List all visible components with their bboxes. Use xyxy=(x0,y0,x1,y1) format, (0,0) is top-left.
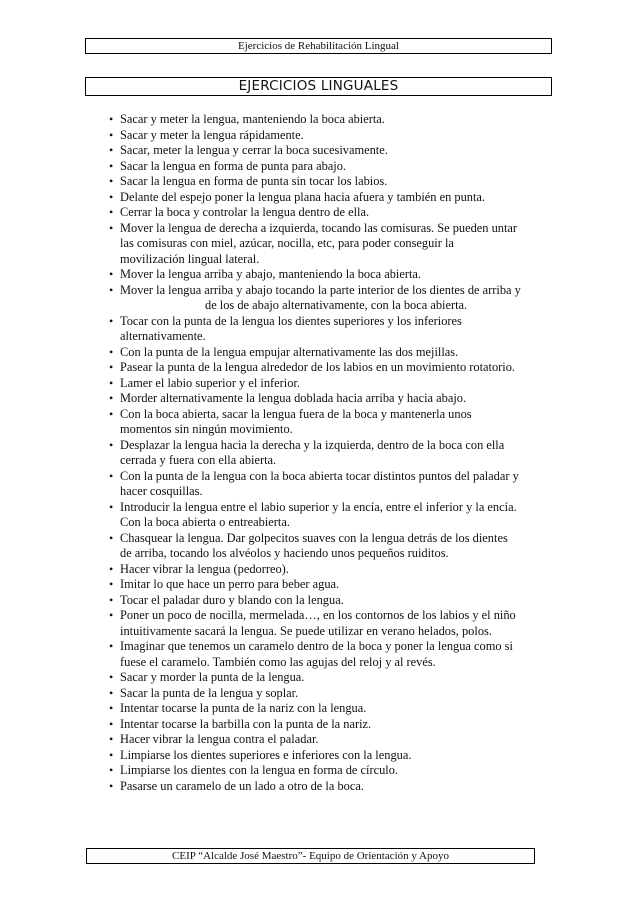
bullet-icon: • xyxy=(109,763,114,777)
bullet-icon: • xyxy=(109,406,114,421)
list-item-line: Imitar lo que hace un perro para beber agua. xyxy=(120,577,340,591)
list-item-line: Sacar y meter la lengua rápidamente. xyxy=(120,127,304,142)
bullet-icon: • xyxy=(109,391,114,405)
list-item-line: momentos sin ningún movimiento. xyxy=(120,422,293,436)
list-item xyxy=(0,469,552,500)
list-item-line: Sacar y morder la punta de la lengua. xyxy=(120,670,305,684)
bullet-icon: • xyxy=(109,468,114,483)
bullet-icon: • xyxy=(109,220,114,235)
document-header xyxy=(85,38,552,54)
list-item-line: alternativamente. xyxy=(120,329,206,343)
bullet-icon: • xyxy=(109,577,114,591)
list-item-line: Sacar y meter la lengua, manteniendo la boca abierta. xyxy=(120,112,385,126)
list-item-line: Delante del espejo poner la lengua plana hacia afuera y también en punta. xyxy=(120,189,486,204)
list-item xyxy=(0,283,552,314)
list-item xyxy=(0,267,552,283)
bullet-icon: • xyxy=(109,282,114,297)
bullet-icon: • xyxy=(109,437,114,452)
list-item-line: Morder alternativamente la lengua doblada hacia arriba y hacia abajo. xyxy=(120,391,467,405)
list-item-line: Con la punta de la lengua empujar alternativamente las dos mejillas. xyxy=(120,344,459,359)
list-item xyxy=(0,438,552,469)
bullet-icon: • xyxy=(109,639,114,653)
list-item xyxy=(0,205,552,221)
list-item xyxy=(0,190,552,206)
bullet-icon: • xyxy=(109,592,114,607)
list-item xyxy=(0,717,552,733)
footer-text: CEIP “Alcalde José Maestro”- Equipo de Orientación y Apoyo xyxy=(172,850,449,862)
list-item-line: Introducir la lengua entre el labio superior y la encía, entre el inferior y la encía. xyxy=(120,499,517,514)
list-item-line: Sacar la lengua en forma de punta para abajo. xyxy=(120,158,347,173)
list-item-line: Tocar el paladar duro y blando con la lengua. xyxy=(120,592,344,607)
list-item-line: Hacer vibrar la lengua contra el paladar. xyxy=(120,732,319,746)
list-item xyxy=(0,143,552,159)
list-item-line: Cerrar la boca y controlar la lengua dentro de ella. xyxy=(120,205,370,219)
list-item-line: intuitivamente sacará la lengua. Se puede utilizar en verano helados, polos. xyxy=(120,623,492,638)
list-item-line: Intentar tocarse la barbilla con la punta de la nariz. xyxy=(120,716,372,731)
bullet-icon: • xyxy=(109,747,114,762)
bullet-icon: • xyxy=(109,143,114,157)
list-item xyxy=(0,701,552,717)
list-item xyxy=(0,128,552,144)
list-item xyxy=(0,748,552,764)
list-item-line: Chasquear la lengua. Dar golpecitos suaves con la lengua detrás de los dientes xyxy=(120,530,508,545)
bullet-icon: • xyxy=(109,344,114,359)
bullet-icon: • xyxy=(109,360,114,374)
list-item xyxy=(0,577,552,593)
bullet-icon: • xyxy=(109,158,114,173)
list-item xyxy=(0,360,552,376)
list-item-line: Desplazar la lengua hacia la derecha y la izquierda, dentro de la boca con ella xyxy=(120,437,505,452)
bullet-icon: • xyxy=(109,716,114,731)
bullet-icon: • xyxy=(109,313,114,328)
list-item xyxy=(0,779,552,795)
list-item-line: Limpiarse los dientes con la lengua en forma de círculo. xyxy=(120,763,399,777)
document-footer xyxy=(86,848,535,864)
list-item xyxy=(0,407,552,438)
list-item-line: Hacer vibrar la lengua (pedorreo). xyxy=(120,561,289,576)
list-item-line: Con la boca abierta o entreabierta. xyxy=(120,515,290,529)
list-item xyxy=(0,639,552,670)
list-item-line: Imaginar que tenemos un caramelo dentro de la boca y poner la lengua como si xyxy=(120,639,513,653)
list-item xyxy=(0,670,552,686)
bullet-icon: • xyxy=(109,205,114,219)
list-item-line: cerrada y fuera con ella abierta. xyxy=(120,453,277,467)
list-item-line: fuese el caramelo. También como las agujas del reloj y al revés. xyxy=(120,654,436,669)
list-item-line: movilización lingual lateral. xyxy=(120,251,260,266)
header-text: Ejercicios de Rehabilitación Lingual xyxy=(238,40,399,52)
bullet-icon: • xyxy=(109,499,114,514)
list-item xyxy=(0,221,552,268)
list-item-line: Con la punta de la lengua con la boca abierta tocar distintos puntos del paladar y xyxy=(120,468,519,483)
bullet-icon: • xyxy=(109,174,114,188)
list-item-line: Sacar la punta de la lengua y soplar. xyxy=(120,685,299,700)
document-title xyxy=(85,77,552,96)
list-item-line: de arriba, tocando los alvéolos y haciendo unos pequeños ruiditos. xyxy=(120,546,449,560)
list-item-line: Pasear la punta de la lengua alrededor de los labios en un movimiento rotatorio. xyxy=(120,360,516,374)
list-item-line: Mover la lengua arriba y abajo tocando la parte interior de los dientes de arriba y xyxy=(120,282,521,297)
list-item xyxy=(0,314,552,345)
exercise-list xyxy=(0,112,638,794)
bullet-icon: • xyxy=(109,685,114,700)
bullet-icon: • xyxy=(109,670,114,684)
list-item xyxy=(0,391,552,407)
list-item xyxy=(0,686,552,702)
bullet-icon: • xyxy=(109,778,114,793)
list-item-line: Sacar, meter la lengua y cerrar la boca sucesivamente. xyxy=(120,143,388,157)
bullet-icon: • xyxy=(109,561,114,576)
list-item-line: Poner un poco de nocilla, mermelada…, en los contornos de los labios y el niño xyxy=(120,608,516,622)
bullet-icon: • xyxy=(109,375,114,390)
list-item-line: Pasarse un caramelo de un lado a otro de la boca. xyxy=(120,778,364,793)
bullet-icon: • xyxy=(109,701,114,715)
bullet-icon: • xyxy=(109,608,114,622)
list-item xyxy=(0,376,552,392)
list-item xyxy=(0,159,552,175)
list-item-line: de los de abajo alternativamente, con la boca abierta. xyxy=(205,298,468,312)
list-item xyxy=(0,531,552,562)
list-item-line: las comisuras con miel, azúcar, nocilla, etc, para poder conseguir la xyxy=(120,236,454,250)
list-item-line: hacer cosquillas. xyxy=(120,484,203,498)
list-item-line: Lamer el labio superior y el inferior. xyxy=(120,375,300,390)
list-item xyxy=(0,608,552,639)
bullet-icon: • xyxy=(109,189,114,204)
list-item-line: Mover la lengua de derecha a izquierda, tocando las comisuras. Se pueden untar xyxy=(120,220,518,235)
list-item xyxy=(0,732,552,748)
list-item-line: Tocar con la punta de la lengua los dientes superiores y los inferiores xyxy=(120,313,462,328)
list-item xyxy=(0,593,552,609)
list-item-line: Mover la lengua arriba y abajo, manteniendo la boca abierta. xyxy=(120,267,422,281)
list-item xyxy=(0,500,552,531)
bullet-icon: • xyxy=(109,267,114,281)
list-item xyxy=(0,174,552,190)
list-item xyxy=(0,763,552,779)
list-item-line: Limpiarse los dientes superiores e inferiores con la lengua. xyxy=(120,747,412,762)
title-text: EJERCICIOS LINGUALES xyxy=(238,78,399,94)
bullet-icon: • xyxy=(109,127,114,142)
list-item xyxy=(0,345,552,361)
list-item-line: Intentar tocarse la punta de la nariz con la lengua. xyxy=(120,701,367,715)
list-item-line: Con la boca abierta, sacar la lengua fuera de la boca y mantenerla unos xyxy=(120,406,472,421)
bullet-icon: • xyxy=(109,732,114,746)
list-item xyxy=(0,562,552,578)
bullet-icon: • xyxy=(109,112,114,126)
list-item-line: Sacar la lengua en forma de punta sin tocar los labios. xyxy=(120,174,388,188)
list-item xyxy=(0,112,552,128)
bullet-icon: • xyxy=(109,530,114,545)
